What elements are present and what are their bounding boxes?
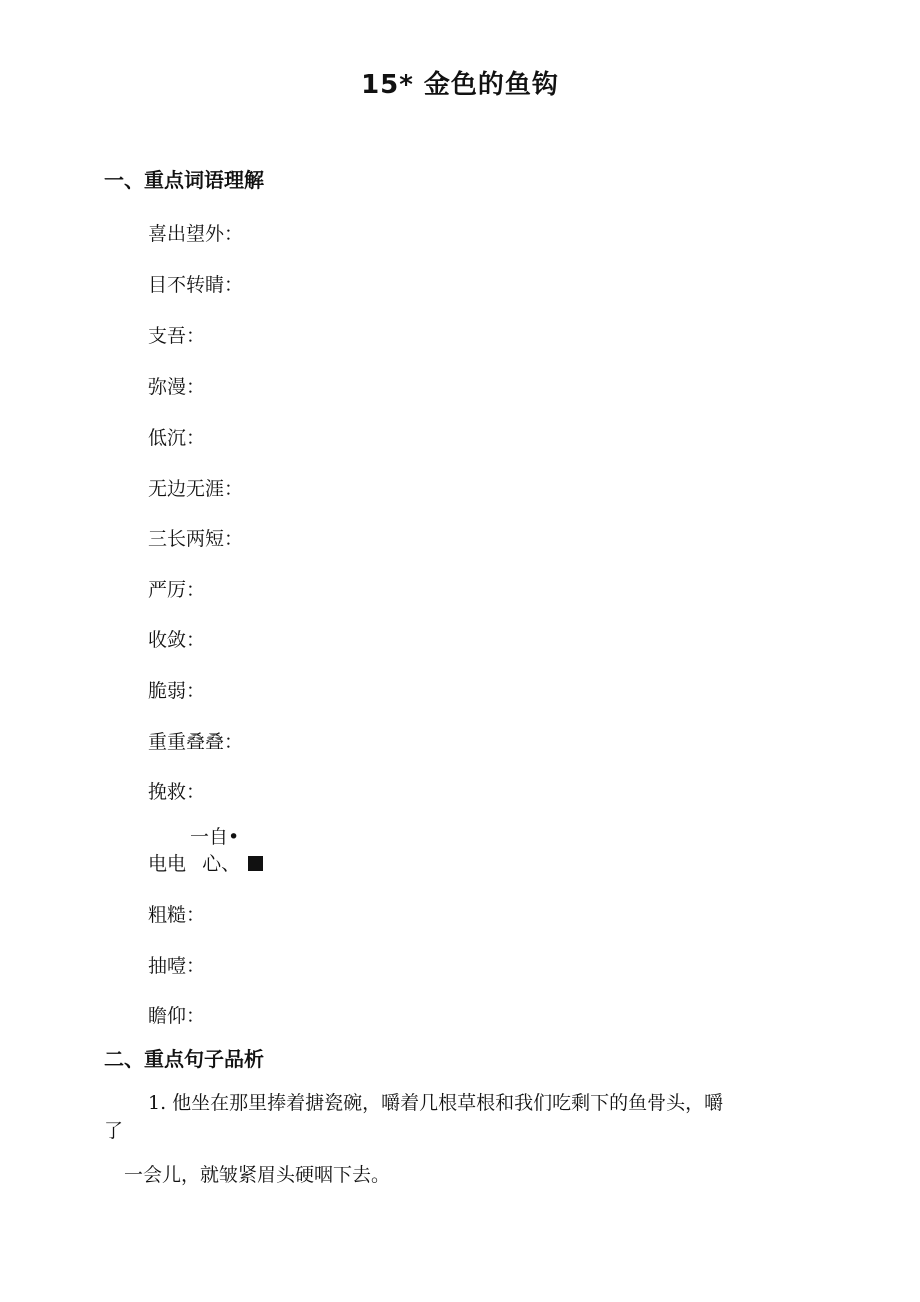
- term-item: 目不转睛：: [148, 274, 244, 296]
- term-item: 喜出望外：: [148, 223, 244, 245]
- term-item: 三长两短：: [148, 528, 244, 550]
- garbled-term-line-2: [148, 849, 263, 876]
- term-item: 弥漫：: [148, 376, 206, 398]
- term-item: 支吾：: [148, 325, 206, 347]
- black-square-icon: [248, 856, 263, 871]
- term-item: 抽噎：: [148, 955, 206, 977]
- section-heading-vocabulary: 一、重点词语理解: [104, 168, 264, 192]
- term-item: 收敛：: [148, 629, 206, 651]
- garbled-term-line-1: 一自•: [190, 826, 240, 848]
- garbled-term-part: 心、: [202, 853, 241, 875]
- sentence-line: 一会儿，就皱紧眉头硬咽下去。: [124, 1164, 391, 1186]
- page-title: 15* 金色的鱼钩: [361, 70, 559, 100]
- term-item: 无边无涯：: [148, 478, 244, 500]
- term-item: 重重叠叠：: [148, 731, 244, 753]
- term-item: 挽救：: [148, 781, 206, 803]
- sentence-line: 1. 他坐在那里捧着搪瓷碗，嚼着几根草根和我们吃剩下的鱼骨头，嚼: [148, 1092, 724, 1114]
- term-item: 严厉：: [148, 579, 206, 601]
- garbled-term-part: 电电: [148, 853, 187, 875]
- term-item: 瞻仰：: [148, 1005, 206, 1027]
- term-item: 脆弱：: [148, 680, 206, 702]
- term-item: 低沉：: [148, 427, 206, 449]
- term-item: 粗糙：: [148, 904, 206, 926]
- sentence-line: 了: [104, 1120, 124, 1142]
- section-heading-sentences: 二、重点句子品析: [104, 1047, 264, 1071]
